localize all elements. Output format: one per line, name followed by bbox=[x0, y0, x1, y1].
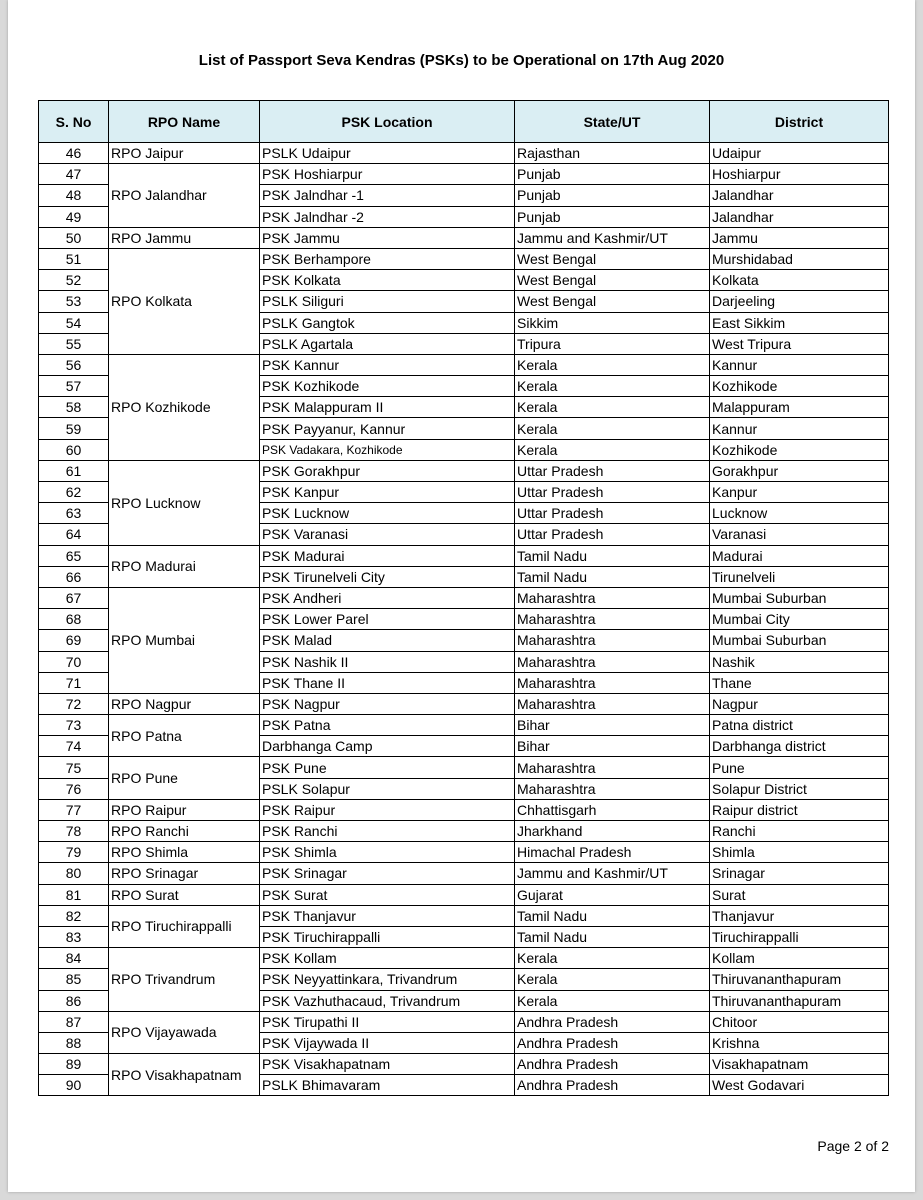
cell-psk-location: Darbhanga Camp bbox=[260, 736, 515, 757]
cell-sno: 89 bbox=[39, 1054, 109, 1075]
cell-district: Udaipur bbox=[710, 143, 889, 164]
cell-state-ut: West Bengal bbox=[515, 248, 710, 269]
page-number: Page 2 of 2 bbox=[817, 1138, 889, 1154]
cell-district: Mumbai Suburban bbox=[710, 587, 889, 608]
cell-rpo-name: RPO Pune bbox=[109, 757, 260, 799]
cell-state-ut: Maharashtra bbox=[515, 609, 710, 630]
cell-psk-location: PSLK Gangtok bbox=[260, 312, 515, 333]
cell-psk-location: PSK Kozhikode bbox=[260, 376, 515, 397]
cell-district: East Sikkim bbox=[710, 312, 889, 333]
table-row bbox=[39, 948, 889, 969]
cell-state-ut: Punjab bbox=[515, 185, 710, 206]
cell-district: Kolkata bbox=[710, 270, 889, 291]
cell-district: Varanasi bbox=[710, 524, 889, 545]
cell-district: Srinagar bbox=[710, 863, 889, 884]
cell-state-ut: Uttar Pradesh bbox=[515, 460, 710, 481]
cell-rpo-name: RPO Raipur bbox=[109, 799, 260, 820]
table-row bbox=[39, 1011, 889, 1032]
cell-sno: 55 bbox=[39, 333, 109, 354]
cell-district: Nashik bbox=[710, 651, 889, 672]
psk-table bbox=[38, 100, 889, 1096]
cell-psk-location: PSK Vadakara, Kozhikode bbox=[260, 439, 515, 460]
cell-sno: 82 bbox=[39, 905, 109, 926]
cell-rpo-name: RPO Tiruchirappalli bbox=[109, 905, 260, 947]
cell-psk-location: PSK Madurai bbox=[260, 545, 515, 566]
cell-psk-location: PSLK Solapur bbox=[260, 778, 515, 799]
cell-psk-location: PSK Tirupathi II bbox=[260, 1011, 515, 1032]
cell-district: Hoshiarpur bbox=[710, 164, 889, 185]
cell-state-ut: Uttar Pradesh bbox=[515, 482, 710, 503]
cell-psk-location: PSK Tirunelveli City bbox=[260, 566, 515, 587]
cell-psk-location: PSK Nagpur bbox=[260, 693, 515, 714]
cell-sno: 73 bbox=[39, 715, 109, 736]
table-body bbox=[39, 143, 889, 1096]
cell-sno: 50 bbox=[39, 227, 109, 248]
cell-sno: 90 bbox=[39, 1075, 109, 1096]
cell-psk-location: PSK Surat bbox=[260, 884, 515, 905]
cell-state-ut: Rajasthan bbox=[515, 143, 710, 164]
cell-sno: 70 bbox=[39, 651, 109, 672]
cell-district: Kannur bbox=[710, 354, 889, 375]
cell-state-ut: Andhra Pradesh bbox=[515, 1011, 710, 1032]
cell-psk-location: PSK Visakhapatnam bbox=[260, 1054, 515, 1075]
table-row bbox=[39, 460, 889, 481]
cell-rpo-name: RPO Madurai bbox=[109, 545, 260, 587]
cell-psk-location: PSK Hoshiarpur bbox=[260, 164, 515, 185]
cell-state-ut: Andhra Pradesh bbox=[515, 1032, 710, 1053]
cell-sno: 61 bbox=[39, 460, 109, 481]
cell-state-ut: Maharashtra bbox=[515, 672, 710, 693]
cell-state-ut: Kerala bbox=[515, 354, 710, 375]
table-row bbox=[39, 227, 889, 248]
cell-state-ut: Tamil Nadu bbox=[515, 926, 710, 947]
cell-rpo-name: RPO Nagpur bbox=[109, 693, 260, 714]
cell-psk-location: PSK Jalndhar -2 bbox=[260, 206, 515, 227]
cell-district: Kannur bbox=[710, 418, 889, 439]
cell-psk-location: PSK Malappuram II bbox=[260, 397, 515, 418]
cell-state-ut: Kerala bbox=[515, 418, 710, 439]
cell-state-ut: Bihar bbox=[515, 715, 710, 736]
cell-district: Surat bbox=[710, 884, 889, 905]
cell-district: Darjeeling bbox=[710, 291, 889, 312]
cell-district: Shimla bbox=[710, 842, 889, 863]
cell-psk-location: PSK Srinagar bbox=[260, 863, 515, 884]
cell-psk-location: PSK Patna bbox=[260, 715, 515, 736]
cell-sno: 59 bbox=[39, 418, 109, 439]
header-district: District bbox=[710, 101, 889, 143]
cell-sno: 64 bbox=[39, 524, 109, 545]
cell-sno: 74 bbox=[39, 736, 109, 757]
cell-sno: 57 bbox=[39, 376, 109, 397]
cell-psk-location: PSK Shimla bbox=[260, 842, 515, 863]
cell-state-ut: West Bengal bbox=[515, 291, 710, 312]
cell-sno: 68 bbox=[39, 609, 109, 630]
document-title: List of Passport Seva Kendras (PSKs) to be Operational on 17th Aug 2020 bbox=[198, 52, 725, 69]
header-psk-location: PSK Location bbox=[260, 101, 515, 143]
cell-psk-location: PSLK Agartala bbox=[260, 333, 515, 354]
cell-psk-location: PSK Lucknow bbox=[260, 503, 515, 524]
cell-sno: 58 bbox=[39, 397, 109, 418]
cell-sno: 56 bbox=[39, 354, 109, 375]
cell-sno: 84 bbox=[39, 948, 109, 969]
cell-sno: 76 bbox=[39, 778, 109, 799]
cell-sno: 71 bbox=[39, 672, 109, 693]
cell-state-ut: Tripura bbox=[515, 333, 710, 354]
cell-rpo-name: RPO Lucknow bbox=[109, 460, 260, 545]
cell-district: Thiruvananthapuram bbox=[710, 969, 889, 990]
cell-sno: 83 bbox=[39, 926, 109, 947]
cell-psk-location: PSLK Udaipur bbox=[260, 143, 515, 164]
cell-psk-location: PSK Vazhuthacaud, Trivandrum bbox=[260, 990, 515, 1011]
cell-district: Tiruchirappalli bbox=[710, 926, 889, 947]
cell-rpo-name: RPO Jammu bbox=[109, 227, 260, 248]
cell-rpo-name: RPO Srinagar bbox=[109, 863, 260, 884]
cell-state-ut: Kerala bbox=[515, 439, 710, 460]
cell-psk-location: PSK Jalndhar -1 bbox=[260, 185, 515, 206]
cell-district: West Godavari bbox=[710, 1075, 889, 1096]
cell-state-ut: Punjab bbox=[515, 164, 710, 185]
cell-psk-location: PSK Malad bbox=[260, 630, 515, 651]
cell-state-ut: Chhattisgarh bbox=[515, 799, 710, 820]
cell-state-ut: Maharashtra bbox=[515, 630, 710, 651]
table-row bbox=[39, 248, 889, 269]
table-row bbox=[39, 905, 889, 926]
cell-state-ut: Tamil Nadu bbox=[515, 545, 710, 566]
cell-district: Tirunelveli bbox=[710, 566, 889, 587]
cell-sno: 49 bbox=[39, 206, 109, 227]
cell-sno: 87 bbox=[39, 1011, 109, 1032]
cell-district: Mumbai City bbox=[710, 609, 889, 630]
cell-sno: 80 bbox=[39, 863, 109, 884]
cell-sno: 65 bbox=[39, 545, 109, 566]
cell-district: Lucknow bbox=[710, 503, 889, 524]
cell-psk-location: PSK Andheri bbox=[260, 587, 515, 608]
cell-district: Patna district bbox=[710, 715, 889, 736]
table-row bbox=[39, 757, 889, 778]
table-row bbox=[39, 1054, 889, 1075]
header-sno: S. No bbox=[39, 101, 109, 143]
cell-psk-location: PSK Ranchi bbox=[260, 821, 515, 842]
cell-state-ut: Jammu and Kashmir/UT bbox=[515, 227, 710, 248]
cell-psk-location: PSLK Bhimavaram bbox=[260, 1075, 515, 1096]
cell-state-ut: Tamil Nadu bbox=[515, 566, 710, 587]
cell-rpo-name: RPO Shimla bbox=[109, 842, 260, 863]
cell-district: Ranchi bbox=[710, 821, 889, 842]
cell-state-ut: Sikkim bbox=[515, 312, 710, 333]
table-row bbox=[39, 545, 889, 566]
cell-state-ut: Kerala bbox=[515, 969, 710, 990]
cell-sno: 60 bbox=[39, 439, 109, 460]
cell-rpo-name: RPO Trivandrum bbox=[109, 948, 260, 1012]
cell-psk-location: PSK Jammu bbox=[260, 227, 515, 248]
cell-state-ut: Maharashtra bbox=[515, 587, 710, 608]
cell-district: Darbhanga district bbox=[710, 736, 889, 757]
cell-district: Thanjavur bbox=[710, 905, 889, 926]
cell-psk-location: PSK Kollam bbox=[260, 948, 515, 969]
table-header-row bbox=[39, 101, 889, 143]
cell-rpo-name: RPO Jaipur bbox=[109, 143, 260, 164]
cell-psk-location: PSK Nashik II bbox=[260, 651, 515, 672]
cell-district: Kozhikode bbox=[710, 376, 889, 397]
cell-sno: 46 bbox=[39, 143, 109, 164]
cell-sno: 72 bbox=[39, 693, 109, 714]
table-row bbox=[39, 143, 889, 164]
cell-state-ut: Maharashtra bbox=[515, 757, 710, 778]
cell-sno: 51 bbox=[39, 248, 109, 269]
table-row bbox=[39, 863, 889, 884]
cell-rpo-name: RPO Visakhapatnam bbox=[109, 1054, 260, 1096]
table-row bbox=[39, 715, 889, 736]
cell-district: Visakhapatnam bbox=[710, 1054, 889, 1075]
cell-district: Madurai bbox=[710, 545, 889, 566]
cell-sno: 81 bbox=[39, 884, 109, 905]
cell-sno: 53 bbox=[39, 291, 109, 312]
cell-state-ut: Kerala bbox=[515, 376, 710, 397]
cell-sno: 63 bbox=[39, 503, 109, 524]
cell-sno: 86 bbox=[39, 990, 109, 1011]
cell-psk-location: PSK Tiruchirappalli bbox=[260, 926, 515, 947]
cell-state-ut: Uttar Pradesh bbox=[515, 503, 710, 524]
cell-sno: 88 bbox=[39, 1032, 109, 1053]
cell-state-ut: Andhra Pradesh bbox=[515, 1054, 710, 1075]
document-page bbox=[8, 0, 915, 1192]
cell-rpo-name: RPO Patna bbox=[109, 715, 260, 757]
cell-sno: 79 bbox=[39, 842, 109, 863]
cell-state-ut: Kerala bbox=[515, 397, 710, 418]
cell-psk-location: PSK Kannur bbox=[260, 354, 515, 375]
cell-district: Jalandhar bbox=[710, 206, 889, 227]
cell-psk-location: PSK Berhampore bbox=[260, 248, 515, 269]
cell-sno: 67 bbox=[39, 587, 109, 608]
table-row bbox=[39, 884, 889, 905]
table-row bbox=[39, 842, 889, 863]
cell-district: Malappuram bbox=[710, 397, 889, 418]
cell-state-ut: Bihar bbox=[515, 736, 710, 757]
cell-sno: 47 bbox=[39, 164, 109, 185]
cell-district: Solapur District bbox=[710, 778, 889, 799]
cell-psk-location: PSK Kanpur bbox=[260, 482, 515, 503]
cell-psk-location: PSK Neyyattinkara, Trivandrum bbox=[260, 969, 515, 990]
cell-rpo-name: RPO Surat bbox=[109, 884, 260, 905]
cell-psk-location: PSK Lower Parel bbox=[260, 609, 515, 630]
cell-psk-location: PSK Varanasi bbox=[260, 524, 515, 545]
cell-sno: 66 bbox=[39, 566, 109, 587]
cell-sno: 77 bbox=[39, 799, 109, 820]
cell-psk-location: PSK Vijaywada II bbox=[260, 1032, 515, 1053]
table-row bbox=[39, 821, 889, 842]
cell-district: West Tripura bbox=[710, 333, 889, 354]
cell-district: Mumbai Suburban bbox=[710, 630, 889, 651]
cell-district: Jalandhar bbox=[710, 185, 889, 206]
cell-district: Kollam bbox=[710, 948, 889, 969]
cell-state-ut: Gujarat bbox=[515, 884, 710, 905]
cell-sno: 69 bbox=[39, 630, 109, 651]
table-row bbox=[39, 693, 889, 714]
cell-psk-location: PSLK Siliguri bbox=[260, 291, 515, 312]
cell-state-ut: Andhra Pradesh bbox=[515, 1075, 710, 1096]
cell-rpo-name: RPO Ranchi bbox=[109, 821, 260, 842]
cell-rpo-name: RPO Kozhikode bbox=[109, 354, 260, 460]
cell-district: Chitoor bbox=[710, 1011, 889, 1032]
cell-district: Krishna bbox=[710, 1032, 889, 1053]
header-state-ut: State/UT bbox=[515, 101, 710, 143]
cell-state-ut: Jammu and Kashmir/UT bbox=[515, 863, 710, 884]
cell-state-ut: Tamil Nadu bbox=[515, 905, 710, 926]
cell-district: Pune bbox=[710, 757, 889, 778]
cell-rpo-name: RPO Mumbai bbox=[109, 587, 260, 693]
cell-psk-location: PSK Kolkata bbox=[260, 270, 515, 291]
cell-rpo-name: RPO Kolkata bbox=[109, 248, 260, 354]
cell-psk-location: PSK Payyanur, Kannur bbox=[260, 418, 515, 439]
cell-district: Kozhikode bbox=[710, 439, 889, 460]
table-row bbox=[39, 164, 889, 185]
cell-sno: 54 bbox=[39, 312, 109, 333]
cell-rpo-name: RPO Vijayawada bbox=[109, 1011, 260, 1053]
cell-sno: 62 bbox=[39, 482, 109, 503]
cell-district: Jammu bbox=[710, 227, 889, 248]
table-row bbox=[39, 587, 889, 608]
header-rpo-name: RPO Name bbox=[109, 101, 260, 143]
cell-district: Raipur district bbox=[710, 799, 889, 820]
table-row bbox=[39, 799, 889, 820]
cell-psk-location: PSK Raipur bbox=[260, 799, 515, 820]
cell-sno: 78 bbox=[39, 821, 109, 842]
cell-district: Nagpur bbox=[710, 693, 889, 714]
cell-sno: 52 bbox=[39, 270, 109, 291]
cell-district: Thane bbox=[710, 672, 889, 693]
cell-psk-location: PSK Thane II bbox=[260, 672, 515, 693]
cell-state-ut: West Bengal bbox=[515, 270, 710, 291]
cell-state-ut: Maharashtra bbox=[515, 778, 710, 799]
table-row bbox=[39, 354, 889, 375]
cell-psk-location: PSK Pune bbox=[260, 757, 515, 778]
cell-district: Gorakhpur bbox=[710, 460, 889, 481]
cell-state-ut: Uttar Pradesh bbox=[515, 524, 710, 545]
cell-sno: 75 bbox=[39, 757, 109, 778]
cell-sno: 85 bbox=[39, 969, 109, 990]
cell-rpo-name: RPO Jalandhar bbox=[109, 164, 260, 228]
cell-district: Thiruvananthapuram bbox=[710, 990, 889, 1011]
cell-sno: 48 bbox=[39, 185, 109, 206]
cell-district: Kanpur bbox=[710, 482, 889, 503]
cell-district: Murshidabad bbox=[710, 248, 889, 269]
cell-state-ut: Kerala bbox=[515, 948, 710, 969]
cell-psk-location: PSK Gorakhpur bbox=[260, 460, 515, 481]
cell-psk-location: PSK Thanjavur bbox=[260, 905, 515, 926]
cell-state-ut: Jharkhand bbox=[515, 821, 710, 842]
cell-state-ut: Kerala bbox=[515, 990, 710, 1011]
cell-state-ut: Maharashtra bbox=[515, 693, 710, 714]
cell-state-ut: Himachal Pradesh bbox=[515, 842, 710, 863]
cell-state-ut: Punjab bbox=[515, 206, 710, 227]
cell-state-ut: Maharashtra bbox=[515, 651, 710, 672]
